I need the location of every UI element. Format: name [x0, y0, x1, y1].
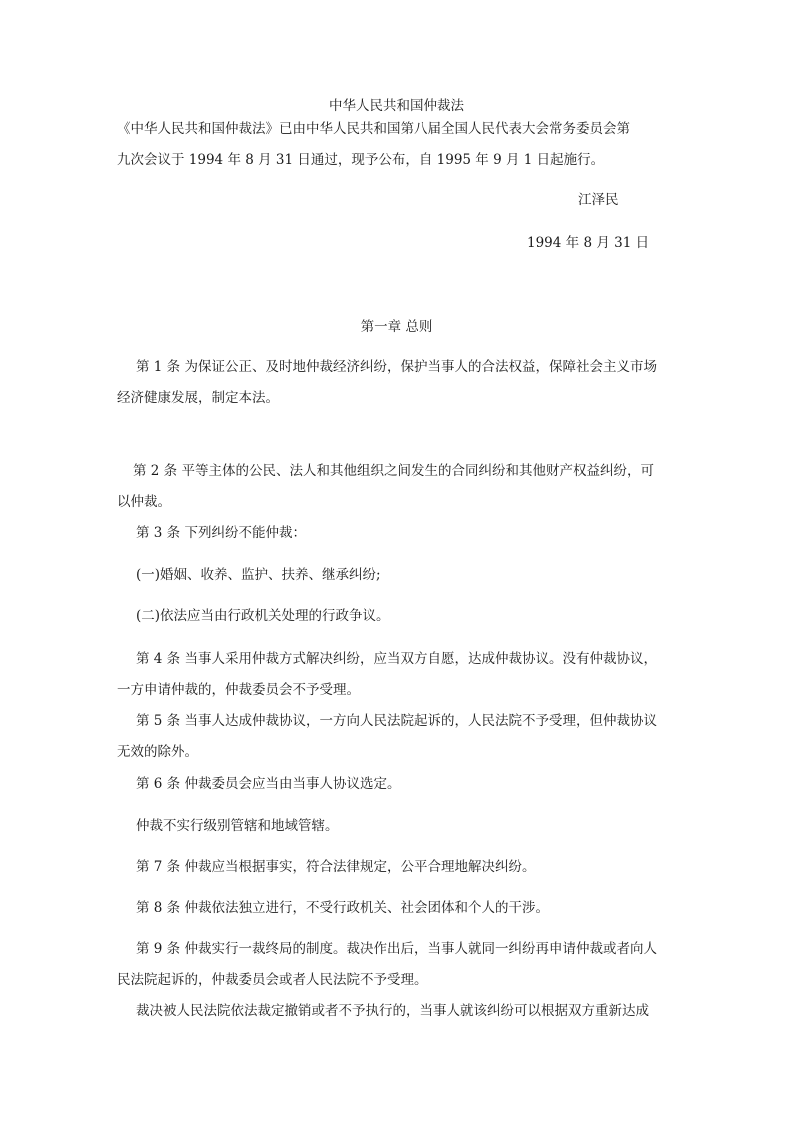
signatory: 江泽民 — [578, 192, 619, 208]
article-1-line-1: 第 1 条 为保证公正、及时地仲裁经济纠纷，保护当事人的合法权益，保障社会主义市场 — [136, 359, 657, 375]
article-6-line-2: 仲裁不实行级别管辖和地域管辖。 — [136, 818, 339, 834]
chapter-heading: 第一章 总则 — [360, 319, 433, 335]
signature-date: 1994 年 8 月 31 日 — [527, 235, 650, 251]
document-title: 中华人民共和国仲裁法 — [329, 98, 464, 114]
article-4-line-1: 第 4 条 当事人采用仲裁方式解决纠纷，应当双方自愿，达成仲裁协议。没有仲裁协议， — [136, 651, 657, 667]
article-1-line-2: 经济健康发展，制定本法。 — [117, 390, 279, 406]
article-3-item-1: (一)婚姻、收养、监护、扶养、继承纠纷; — [136, 567, 381, 583]
preamble-line-2: 九次会议于 1994 年 8 月 31 日通过，现予公布，自 1995 年 9 月 1 日起施行。 — [117, 152, 605, 168]
article-5-line-1: 第 5 条 当事人达成仲裁协议，一方向人民法院起诉的，人民法院不予受理，但仲裁协议 — [136, 713, 657, 729]
article-2-line-1: 第 2 条 平等主体的公民、法人和其他组织之间发生的合同纠纷和其他财产权益纠纷，可 — [133, 463, 654, 479]
preamble-line-1: 《中华人民共和国仲裁法》已由中华人民共和国第八届全国人民代表大会常务委员会第 — [117, 121, 630, 137]
article-6-line-1: 第 6 条 仲裁委员会应当由当事人协议选定。 — [136, 776, 401, 792]
article-7-line-1: 第 7 条 仲裁应当根据事实，符合法律规定，公平合理地解决纠纷。 — [136, 859, 536, 875]
article-9-line-3: 裁决被人民法院依法裁定撤销或者不予执行的，当事人就该纠纷可以根据双方重新达成 — [136, 1003, 649, 1019]
article-9-line-2: 民法院起诉的，仲裁委员会或者人民法院不予受理。 — [117, 972, 428, 988]
article-2-line-2: 以仲裁。 — [117, 494, 171, 510]
article-3-line-1: 第 3 条 下列纠纷不能仲裁： — [136, 525, 306, 541]
article-3-item-2: (二)依法应当由行政机关处理的行政争议。 — [136, 608, 390, 624]
article-5-line-2: 无效的除外。 — [117, 744, 198, 760]
article-8-line-1: 第 8 条 仲裁依法独立进行，不受行政机关、社会团体和个人的干涉。 — [136, 900, 549, 916]
article-4-line-2: 一方申请仲裁的，仲裁委员会不予受理。 — [117, 682, 360, 698]
article-9-line-1: 第 9 条 仲裁实行一裁终局的制度。裁决作出后，当事人就同一纠纷再申请仲裁或者向人 — [136, 941, 657, 957]
